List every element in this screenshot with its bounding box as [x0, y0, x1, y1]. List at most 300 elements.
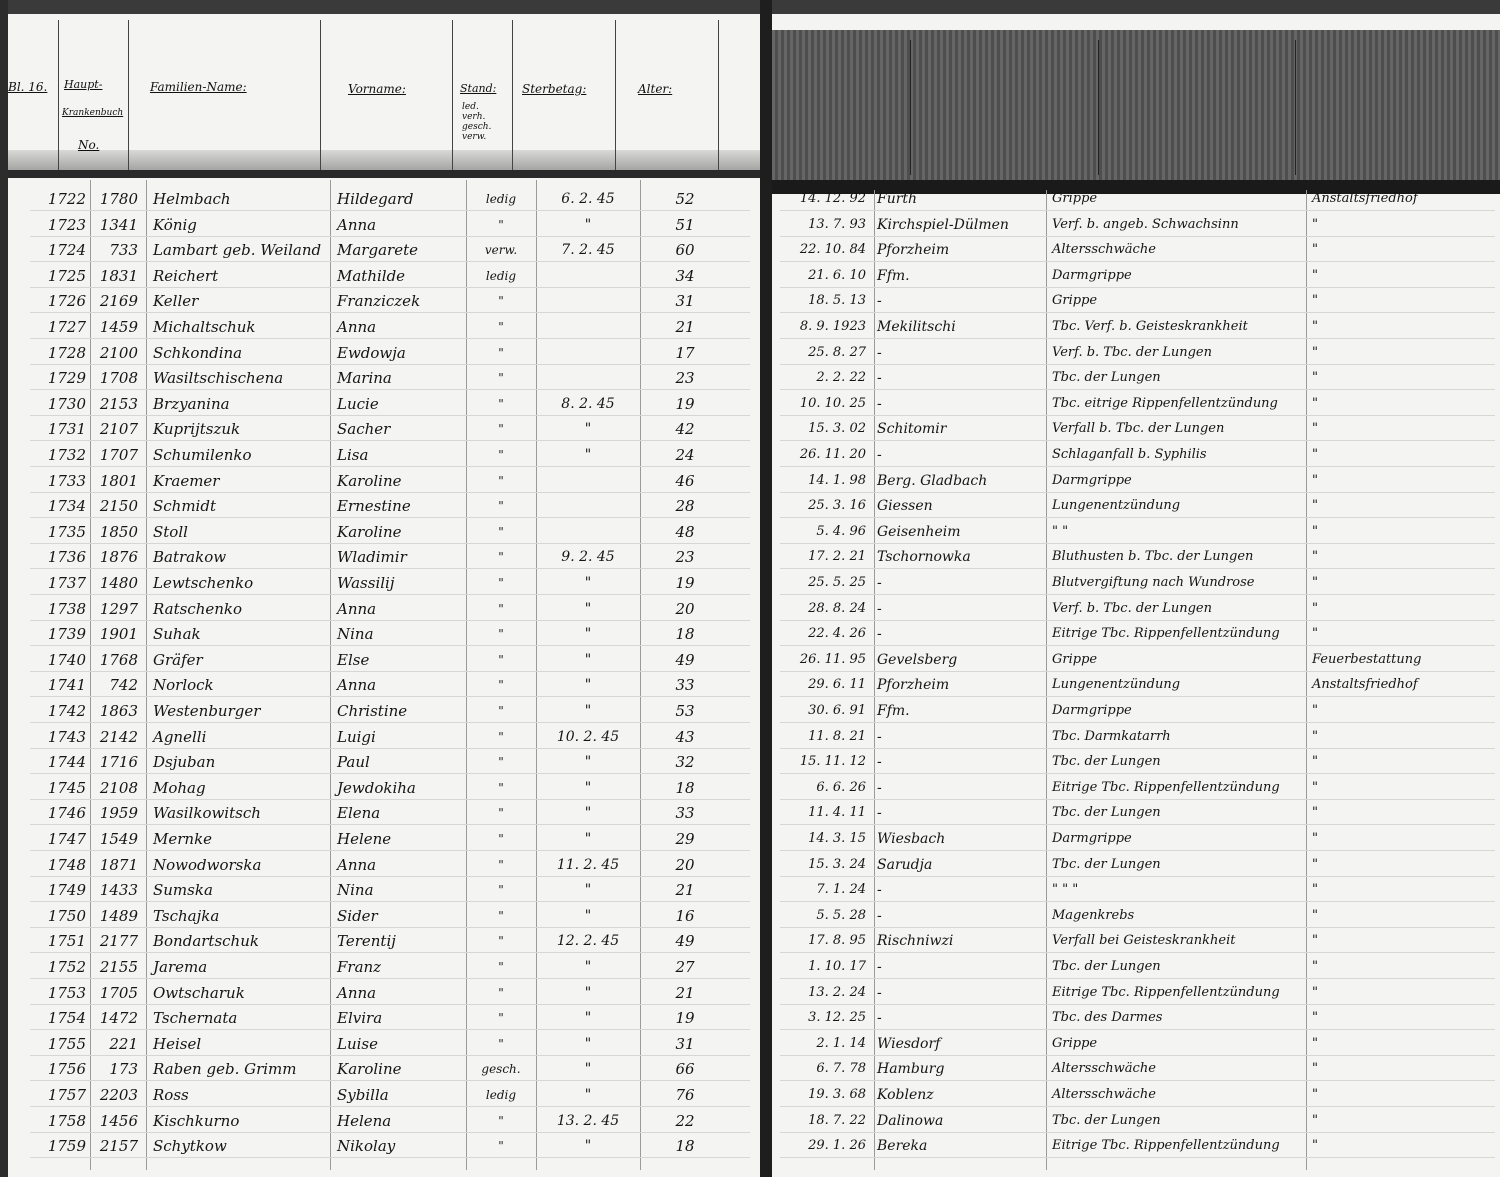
cause-of-death: Eitrige Tbc. Rippenfellentzündung	[1052, 779, 1280, 795]
birthplace: -	[877, 754, 882, 771]
haupt-krankenbuch-number: 1768	[99, 650, 138, 669]
family-name: Nowodworska	[153, 855, 262, 874]
birthplace: -	[877, 370, 882, 387]
haupt-krankenbuch-number: 2169	[99, 292, 138, 311]
birthplace: Ffm.	[877, 703, 910, 719]
haupt-krankenbuch-number: 1863	[99, 702, 138, 720]
birthplace: -	[877, 1010, 882, 1027]
age: 16	[675, 906, 695, 925]
birth-date: 8. 9. 1923	[799, 319, 866, 334]
given-name: Karoline	[337, 522, 402, 541]
row-rule-left	[30, 696, 750, 697]
family-name: Suhak	[153, 625, 201, 644]
birth-date: 15. 3. 02	[808, 421, 866, 437]
birthplace: -	[877, 447, 882, 463]
burial-remark: "	[1312, 933, 1318, 949]
haupt-krankenbuch-number: 2100	[99, 343, 138, 362]
death-date: "	[584, 600, 592, 617]
marital-status: "	[498, 627, 504, 642]
haupt-krankenbuch-number: 1433	[99, 881, 138, 900]
family-name: Tschernata	[153, 1009, 238, 1028]
cause-of-death: Altersschwäche	[1052, 1087, 1156, 1102]
entry-number: 1741	[47, 676, 86, 695]
cause-of-death: Grippe	[1052, 651, 1098, 667]
col-divider	[146, 180, 147, 1170]
family-name: Kuprijtszuk	[153, 420, 241, 439]
age: 27	[675, 958, 695, 976]
marital-status: "	[498, 729, 504, 744]
row-rule-left	[30, 1080, 750, 1081]
haupt-krankenbuch-number: 1876	[99, 548, 138, 567]
birthplace: Wiesdorf	[877, 1035, 941, 1052]
entry-number: 1735	[47, 522, 86, 541]
row-rule-right	[780, 824, 1495, 825]
age: 33	[675, 676, 695, 695]
marital-status: "	[498, 1113, 504, 1128]
given-name: Ewdowja	[337, 343, 406, 362]
haupt-krankenbuch-number: 221	[109, 1034, 138, 1053]
cause-of-death: Verf. b. angeb. Schwachsinn	[1052, 216, 1239, 232]
given-name: Christine	[337, 702, 408, 720]
birth-date: 15. 3. 24	[808, 856, 866, 872]
row-rule-right	[780, 876, 1495, 877]
cause-of-death: Tbc. der Lungen	[1052, 1112, 1161, 1128]
row-rule-right	[780, 620, 1495, 621]
burial-remark: "	[1312, 1061, 1318, 1077]
given-name: Karoline	[337, 471, 402, 490]
cause-of-death: Darmgrippe	[1052, 267, 1132, 283]
given-name: Jewdokiha	[337, 778, 416, 797]
birth-date: 29. 1. 26	[808, 1138, 866, 1154]
family-name: Brzyanina	[153, 394, 230, 413]
cause-of-death: Altersschwäche	[1052, 242, 1156, 258]
haupt-krankenbuch-number: 1959	[99, 804, 138, 823]
age: 42	[675, 420, 695, 439]
given-name: Anna	[337, 676, 377, 695]
haupt-krankenbuch-number: 2108	[99, 778, 138, 797]
header-alter: Alter:	[638, 82, 673, 96]
cause-of-death: Eitrige Tbc. Rippenfellentzündung	[1052, 626, 1280, 642]
row-rule-right	[780, 261, 1495, 262]
death-date: "	[584, 882, 592, 899]
haupt-krankenbuch-number: 733	[109, 241, 138, 260]
birth-date: 17. 2. 21	[808, 549, 866, 565]
burial-remark: "	[1312, 472, 1318, 488]
age: 23	[675, 369, 695, 388]
birth-date: 22. 10. 84	[799, 242, 866, 258]
given-name: Paul	[337, 753, 370, 772]
given-name: Ernestine	[337, 497, 411, 516]
row-rule-right	[780, 901, 1495, 902]
marital-status: "	[498, 371, 504, 386]
haupt-krankenbuch-number: 1341	[99, 215, 138, 234]
row-rule-right	[780, 364, 1495, 365]
family-name: Michaltschuk	[153, 318, 256, 336]
death-date: "	[584, 575, 592, 591]
age: 18	[675, 1137, 695, 1156]
haupt-krankenbuch-number: 2177	[99, 932, 138, 951]
row-rule-right	[780, 287, 1495, 288]
birth-date: 25. 3. 16	[808, 498, 866, 514]
marital-status: "	[498, 883, 504, 898]
death-date: "	[584, 1010, 592, 1027]
given-name: Luigi	[337, 727, 376, 746]
age: 43	[675, 727, 695, 746]
row-rule-right	[780, 952, 1495, 953]
family-name: Keller	[153, 292, 199, 311]
row-rule-right	[780, 1106, 1495, 1107]
entry-number: 1733	[47, 471, 86, 490]
burial-remark: "	[1312, 1010, 1318, 1026]
death-date: "	[584, 677, 592, 694]
entry-number: 1724	[47, 241, 86, 260]
haupt-krankenbuch-number: 1480	[99, 574, 138, 592]
family-name: Jarema	[153, 958, 208, 976]
family-name: Kischkurno	[153, 1111, 240, 1130]
death-date: "	[584, 959, 592, 975]
row-rule-left	[30, 978, 750, 979]
row-rule-left	[30, 799, 750, 800]
row-rule-right	[780, 978, 1495, 979]
given-name: Sacher	[337, 420, 391, 439]
entry-number: 1723	[47, 215, 86, 234]
haupt-krankenbuch-number: 2107	[99, 420, 138, 439]
left-header-edge	[8, 170, 760, 178]
col-divider	[1306, 190, 1307, 1170]
family-name: Lambart geb. Weiland	[153, 241, 322, 260]
cause-of-death: Tbc. der Lungen	[1052, 370, 1161, 386]
family-name: König	[153, 215, 197, 234]
given-name: Helena	[337, 1111, 392, 1130]
header-divider-right	[1098, 40, 1099, 175]
birthplace: Ffm.	[877, 267, 910, 284]
birth-date: 15. 11. 12	[799, 754, 866, 770]
death-date: "	[584, 754, 592, 771]
entry-number: 1739	[47, 625, 86, 644]
entry-number: 1752	[47, 958, 86, 976]
marital-status: "	[498, 652, 504, 667]
entry-number: 1734	[47, 497, 86, 516]
birthplace: Kirchspiel-Dülmen	[877, 216, 1009, 233]
given-name: Lucie	[337, 394, 379, 413]
row-rule-left	[30, 748, 750, 749]
row-rule-right	[780, 1004, 1495, 1005]
right-header-obscured	[772, 30, 1500, 180]
death-date: 11. 2. 45	[556, 856, 620, 873]
death-date: "	[584, 907, 592, 924]
marital-status: "	[498, 755, 504, 770]
marital-status: "	[498, 473, 504, 488]
birth-date: 10. 10. 25	[799, 395, 866, 411]
row-rule-right	[780, 696, 1495, 697]
entry-number: 1743	[47, 727, 86, 746]
row-rule-right	[780, 338, 1495, 339]
row-rule-left	[30, 312, 750, 313]
haupt-krankenbuch-number: 1472	[99, 1009, 138, 1028]
birth-date: 28. 8. 24	[808, 600, 866, 616]
header-bl-nr: Bl. 16.	[8, 80, 48, 94]
marital-status: "	[498, 499, 504, 514]
birth-date: 6. 6. 26	[816, 779, 866, 795]
entry-number: 1755	[47, 1034, 86, 1053]
family-name: Schkondina	[153, 343, 243, 362]
row-rule-right	[780, 671, 1495, 672]
family-name: Wasiltschischena	[153, 369, 284, 388]
row-rule-right	[780, 543, 1495, 544]
birth-date: 13. 7. 93	[808, 216, 866, 232]
burial-remark: "	[1312, 421, 1318, 437]
birthplace: -	[877, 575, 882, 591]
cause-of-death: Verfall b. Tbc. der Lungen	[1052, 421, 1225, 437]
birthplace: -	[877, 805, 882, 822]
family-name: Lewtschenko	[153, 574, 254, 592]
header-stand-options: led. verh. gesch. verw.	[462, 102, 492, 142]
death-date: 10. 2. 45	[556, 728, 620, 745]
cause-of-death: Eitrige Tbc. Rippenfellentzündung	[1052, 984, 1280, 1000]
row-rule-left	[30, 466, 750, 467]
given-name: Sider	[337, 906, 378, 925]
age: 18	[675, 625, 695, 644]
row-rule-right	[780, 1157, 1495, 1158]
burial-remark: "	[1312, 293, 1318, 309]
given-name: Nina	[337, 625, 374, 644]
burial-remark: "	[1312, 395, 1318, 411]
cause-of-death: Bluthusten b. Tbc. der Lungen	[1052, 549, 1254, 565]
birthplace: Tschornowka	[877, 549, 971, 566]
marital-status: ledig	[485, 1088, 517, 1102]
birth-date: 22. 4. 26	[808, 626, 866, 642]
row-rule-right	[780, 722, 1495, 723]
death-date: 13. 2. 45	[556, 1112, 620, 1129]
header-divider-right	[1295, 40, 1296, 175]
entry-number: 1754	[47, 1009, 86, 1028]
entry-number: 1728	[47, 343, 86, 362]
cause-of-death: Verf. b. Tbc. der Lungen	[1052, 600, 1212, 616]
book-gutter	[760, 0, 772, 1177]
birthplace: Schitomir	[877, 421, 947, 438]
marital-status: "	[498, 422, 504, 437]
birth-date: 14. 3. 15	[808, 831, 866, 846]
family-name: Wasilkowitsch	[153, 804, 261, 823]
age: 76	[675, 1086, 695, 1104]
given-name: Hildegard	[337, 190, 414, 208]
age: 34	[675, 266, 695, 285]
cause-of-death: Tbc. eitrige Rippenfellentzündung	[1052, 395, 1278, 411]
family-name: Schytkow	[153, 1137, 227, 1156]
given-name: Marina	[337, 369, 392, 388]
cause-of-death: Tbc. Darmkatarrh	[1052, 728, 1171, 744]
row-rule-left	[30, 236, 750, 237]
burial-remark: "	[1312, 575, 1318, 590]
given-name: Mathilde	[337, 266, 406, 285]
birth-date: 11. 4. 11	[808, 805, 866, 821]
age: 31	[675, 292, 695, 311]
burial-remark: "	[1312, 831, 1318, 846]
row-rule-left	[30, 1055, 750, 1056]
birth-date: 26. 11. 95	[799, 651, 866, 667]
row-rule-right	[780, 210, 1495, 211]
birthplace: Berg. Gladbach	[877, 472, 988, 489]
burial-remark: "	[1312, 549, 1318, 565]
row-rule-left	[30, 364, 750, 365]
cause-of-death: Grippe	[1052, 1035, 1098, 1051]
marital-status: "	[498, 832, 504, 846]
marital-status: "	[498, 1036, 504, 1051]
birth-date: 18. 5. 13	[808, 293, 866, 309]
age: 20	[675, 855, 695, 874]
death-date: 9. 2. 45	[561, 549, 615, 566]
birth-date: 17. 8. 95	[808, 933, 866, 949]
haupt-krankenbuch-number: 1459	[99, 318, 138, 336]
haupt-krankenbuch-number: 1489	[99, 906, 138, 925]
col-divider	[536, 180, 537, 1170]
cause-of-death: Magenkrebs	[1052, 907, 1135, 923]
age: 46	[675, 471, 695, 490]
header-familienname: Familien-Name:	[150, 80, 247, 94]
family-name: Tschajka	[153, 906, 220, 925]
entry-number: 1729	[47, 369, 86, 388]
marital-status: ledig	[485, 192, 517, 206]
row-rule-left	[30, 338, 750, 339]
haupt-krankenbuch-number: 1297	[99, 599, 138, 618]
given-name: Anna	[337, 599, 377, 618]
family-name: Dsjuban	[153, 753, 216, 772]
header-divider	[512, 20, 513, 170]
cause-of-death: Darmgrippe	[1052, 831, 1132, 846]
family-name: Heisel	[153, 1034, 202, 1053]
burial-remark: "	[1312, 344, 1318, 360]
birthplace: Koblenz	[877, 1087, 934, 1103]
row-rule-left	[30, 543, 750, 544]
given-name: Wassilij	[337, 574, 395, 592]
cause-of-death: " " "	[1052, 882, 1079, 898]
death-date: "	[584, 779, 592, 796]
entry-number: 1737	[47, 574, 86, 592]
death-date: "	[584, 651, 592, 668]
birth-date: 13. 2. 24	[808, 984, 866, 1000]
header-divider	[128, 20, 129, 170]
haupt-krankenbuch-number: 1780	[99, 190, 138, 208]
marital-status: "	[498, 780, 504, 795]
marital-status: "	[498, 1139, 504, 1154]
row-rule-right	[780, 748, 1495, 749]
death-date: "	[584, 1061, 592, 1078]
col-divider	[874, 190, 875, 1170]
marital-status: "	[498, 524, 504, 539]
entry-number: 1731	[47, 420, 86, 439]
burial-remark: "	[1312, 1035, 1318, 1051]
death-date: "	[584, 805, 592, 822]
row-rule-left	[30, 671, 750, 672]
row-rule-left	[30, 492, 750, 493]
birth-date: 5. 5. 28	[816, 907, 866, 923]
row-rule-right	[780, 492, 1495, 493]
col-divider	[90, 180, 91, 1170]
death-date: "	[584, 216, 592, 233]
haupt-krankenbuch-number: 1708	[99, 369, 138, 388]
haupt-krankenbuch-number: 1707	[99, 446, 138, 464]
family-name: Norlock	[153, 676, 214, 695]
entry-number: 1744	[47, 753, 86, 772]
marital-status: "	[498, 960, 504, 974]
entry-number: 1746	[47, 804, 86, 823]
row-rule-left	[30, 568, 750, 569]
given-name: Luise	[337, 1034, 378, 1053]
burial-remark: "	[1312, 882, 1318, 898]
family-name: Raben geb. Grimm	[153, 1060, 297, 1079]
age: 21	[675, 881, 695, 900]
age: 52	[675, 190, 695, 208]
header-divider	[615, 20, 616, 170]
burial-remark: "	[1312, 242, 1318, 258]
birth-date: 11. 8. 21	[808, 728, 866, 744]
haupt-krankenbuch-number: 1850	[99, 522, 138, 541]
given-name: Franziczek	[337, 292, 421, 311]
cause-of-death: Verf. b. Tbc. der Lungen	[1052, 344, 1212, 360]
row-rule-right	[780, 415, 1495, 416]
row-rule-left	[30, 927, 750, 928]
header-divider-right	[910, 40, 911, 175]
age: 17	[675, 343, 695, 362]
age: 21	[675, 318, 695, 336]
header-divider	[718, 20, 719, 170]
birth-date: 6. 7. 78	[816, 1061, 866, 1077]
burial-remark: "	[1312, 984, 1318, 1000]
entry-number: 1725	[47, 266, 86, 285]
row-rule-left	[30, 1157, 750, 1158]
haupt-krankenbuch-number: 1705	[99, 983, 138, 1002]
row-rule-left	[30, 440, 750, 441]
haupt-krankenbuch-number: 2155	[99, 958, 138, 976]
birthplace: -	[877, 984, 882, 1001]
burial-remark: "	[1312, 267, 1318, 283]
burial-remark: "	[1312, 600, 1318, 616]
marital-status: "	[498, 294, 504, 309]
row-rule-left	[30, 645, 750, 646]
burial-remark: Anstaltsfriedhof	[1312, 677, 1418, 693]
entry-number: 1749	[47, 881, 86, 900]
family-name: Reichert	[153, 266, 219, 285]
cause-of-death: Tbc. der Lungen	[1052, 805, 1161, 821]
given-name: Margarete	[337, 241, 418, 260]
haupt-krankenbuch-number: 1831	[99, 266, 138, 285]
haupt-krankenbuch-number: 173	[109, 1060, 138, 1079]
burial-remark: "	[1312, 703, 1318, 718]
scan-top-edge	[0, 0, 1500, 14]
age: 18	[675, 778, 695, 797]
marital-status: "	[498, 704, 504, 718]
burial-remark: "	[1312, 498, 1318, 514]
entry-number: 1758	[47, 1111, 86, 1130]
marital-status: "	[498, 857, 504, 872]
family-name: Sumska	[153, 881, 213, 900]
haupt-krankenbuch-number: 1901	[99, 625, 138, 644]
death-date: "	[584, 1035, 592, 1052]
burial-remark: "	[1312, 856, 1318, 872]
age: 53	[675, 702, 695, 720]
marital-status: "	[498, 217, 504, 232]
header-haupt: Haupt-	[64, 78, 103, 91]
given-name: Terentij	[337, 932, 396, 951]
cause-of-death: Grippe	[1052, 191, 1098, 206]
family-name: Kraemer	[153, 471, 220, 490]
birthplace: Pforzheim	[877, 677, 950, 694]
family-name: Schmidt	[153, 497, 216, 516]
given-name: Nina	[337, 881, 374, 900]
row-rule-left	[30, 824, 750, 825]
birthplace: Geisenheim	[877, 523, 961, 540]
row-rule-left	[30, 210, 750, 211]
